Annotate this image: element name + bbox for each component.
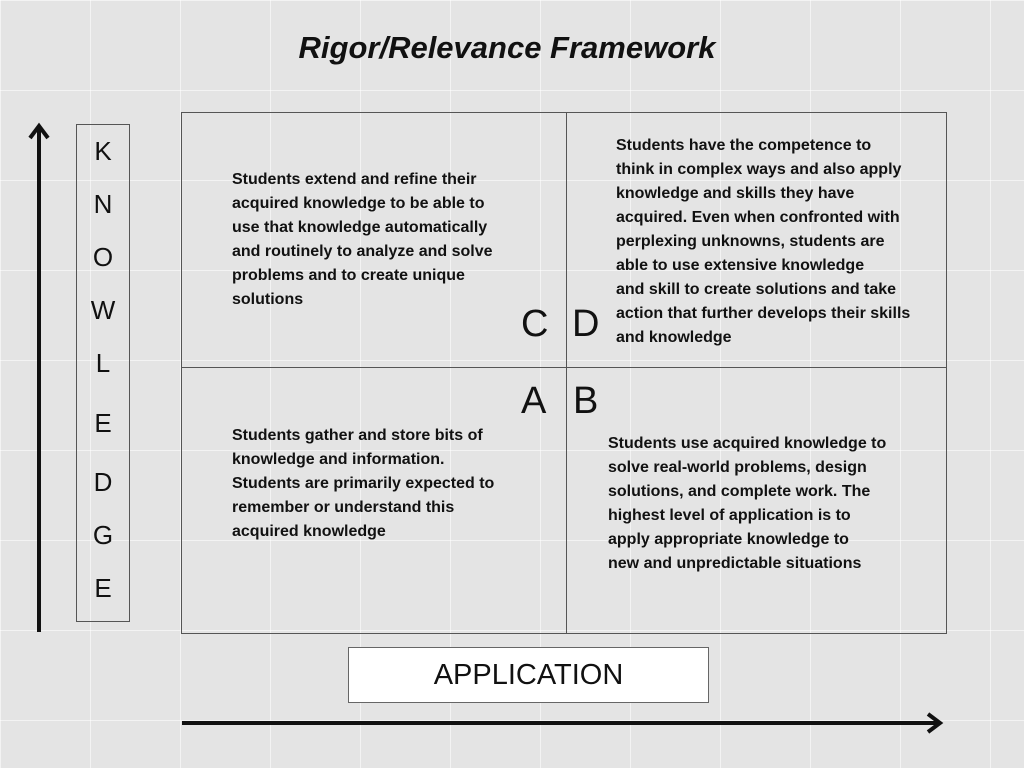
quadrant-b-line: solve real-world problems, design (608, 459, 867, 476)
quadrant-c-letter: C (521, 303, 549, 345)
quadrant-b-letter: B (573, 380, 599, 422)
application-axis-arrow (180, 710, 950, 736)
quadrant-c-line: Students extend and refine their (232, 171, 477, 188)
quadrant-d-line: acquired. Even when confronted with (616, 209, 900, 226)
quadrant-c-line: and routinely to analyze and solve (232, 243, 493, 260)
quadrant-a-letter: A (521, 380, 547, 422)
knowledge-letter: D (93, 467, 113, 497)
quadrant-a-line: Students gather and store bits of (232, 427, 483, 444)
quadrant-d-line: knowledge and skills they have (616, 185, 855, 202)
grid-horizontal-divider (182, 367, 946, 368)
quadrant-c-line: acquired knowledge to be able to (232, 195, 485, 212)
quadrant-b-line: new and unpredictable situations (608, 555, 862, 572)
knowledge-letter: N (93, 189, 113, 219)
quadrant-d-line: Students have the competence to (616, 137, 872, 154)
quadrant-b-line: highest level of application is to (608, 507, 851, 524)
quadrant-c-line: solutions (232, 291, 304, 308)
knowledge-letter: K (94, 136, 112, 166)
quadrant-b-line: apply appropriate knowledge to (608, 531, 849, 548)
quadrant-c-text (232, 168, 493, 312)
quadrant-d-line: able to use extensive knowledge (616, 257, 865, 274)
knowledge-letter: G (92, 520, 114, 550)
knowledge-axis-label (76, 124, 130, 622)
quadrant-d-line: action that further develops their skills (616, 305, 911, 322)
quadrant-a-line: remember or understand this (232, 499, 455, 516)
knowledge-letter: E (94, 408, 112, 438)
knowledge-letter: L (95, 348, 111, 378)
quadrant-a-line: Students are primarily expected to (232, 475, 495, 492)
quadrant-d-letter: D (572, 303, 600, 345)
quadrant-d-line: and knowledge (616, 329, 732, 346)
knowledge-letter: O (92, 242, 114, 272)
quadrant-d-text (616, 134, 910, 350)
quadrant-d-line: perplexing unknowns, students are (616, 233, 885, 250)
grid-vertical-divider (566, 113, 567, 633)
quadrant-b-line: Students use acquired knowledge to (608, 435, 887, 452)
quadrant-b-text (608, 432, 886, 576)
quadrant-d-line: and skill to create solutions and take (616, 281, 897, 298)
quadrant-c-line: problems and to create unique (232, 267, 465, 284)
quadrant-a-line: knowledge and information. (232, 451, 445, 468)
quadrant-d-line: think in complex ways and also apply (616, 161, 902, 178)
application-axis-label: APPLICATION (348, 647, 709, 703)
quadrant-b-line: solutions, and complete work. The (608, 483, 871, 500)
quadrant-c-line: use that knowledge automatically (232, 219, 488, 236)
knowledge-axis-arrow (28, 120, 52, 635)
diagram-title: Rigor/Relevance Framework (298, 30, 716, 65)
quadrant-a-text (232, 424, 494, 544)
knowledge-letter: W (90, 295, 116, 325)
knowledge-letter: E (94, 573, 112, 603)
quadrant-a-line: acquired knowledge (232, 523, 386, 540)
